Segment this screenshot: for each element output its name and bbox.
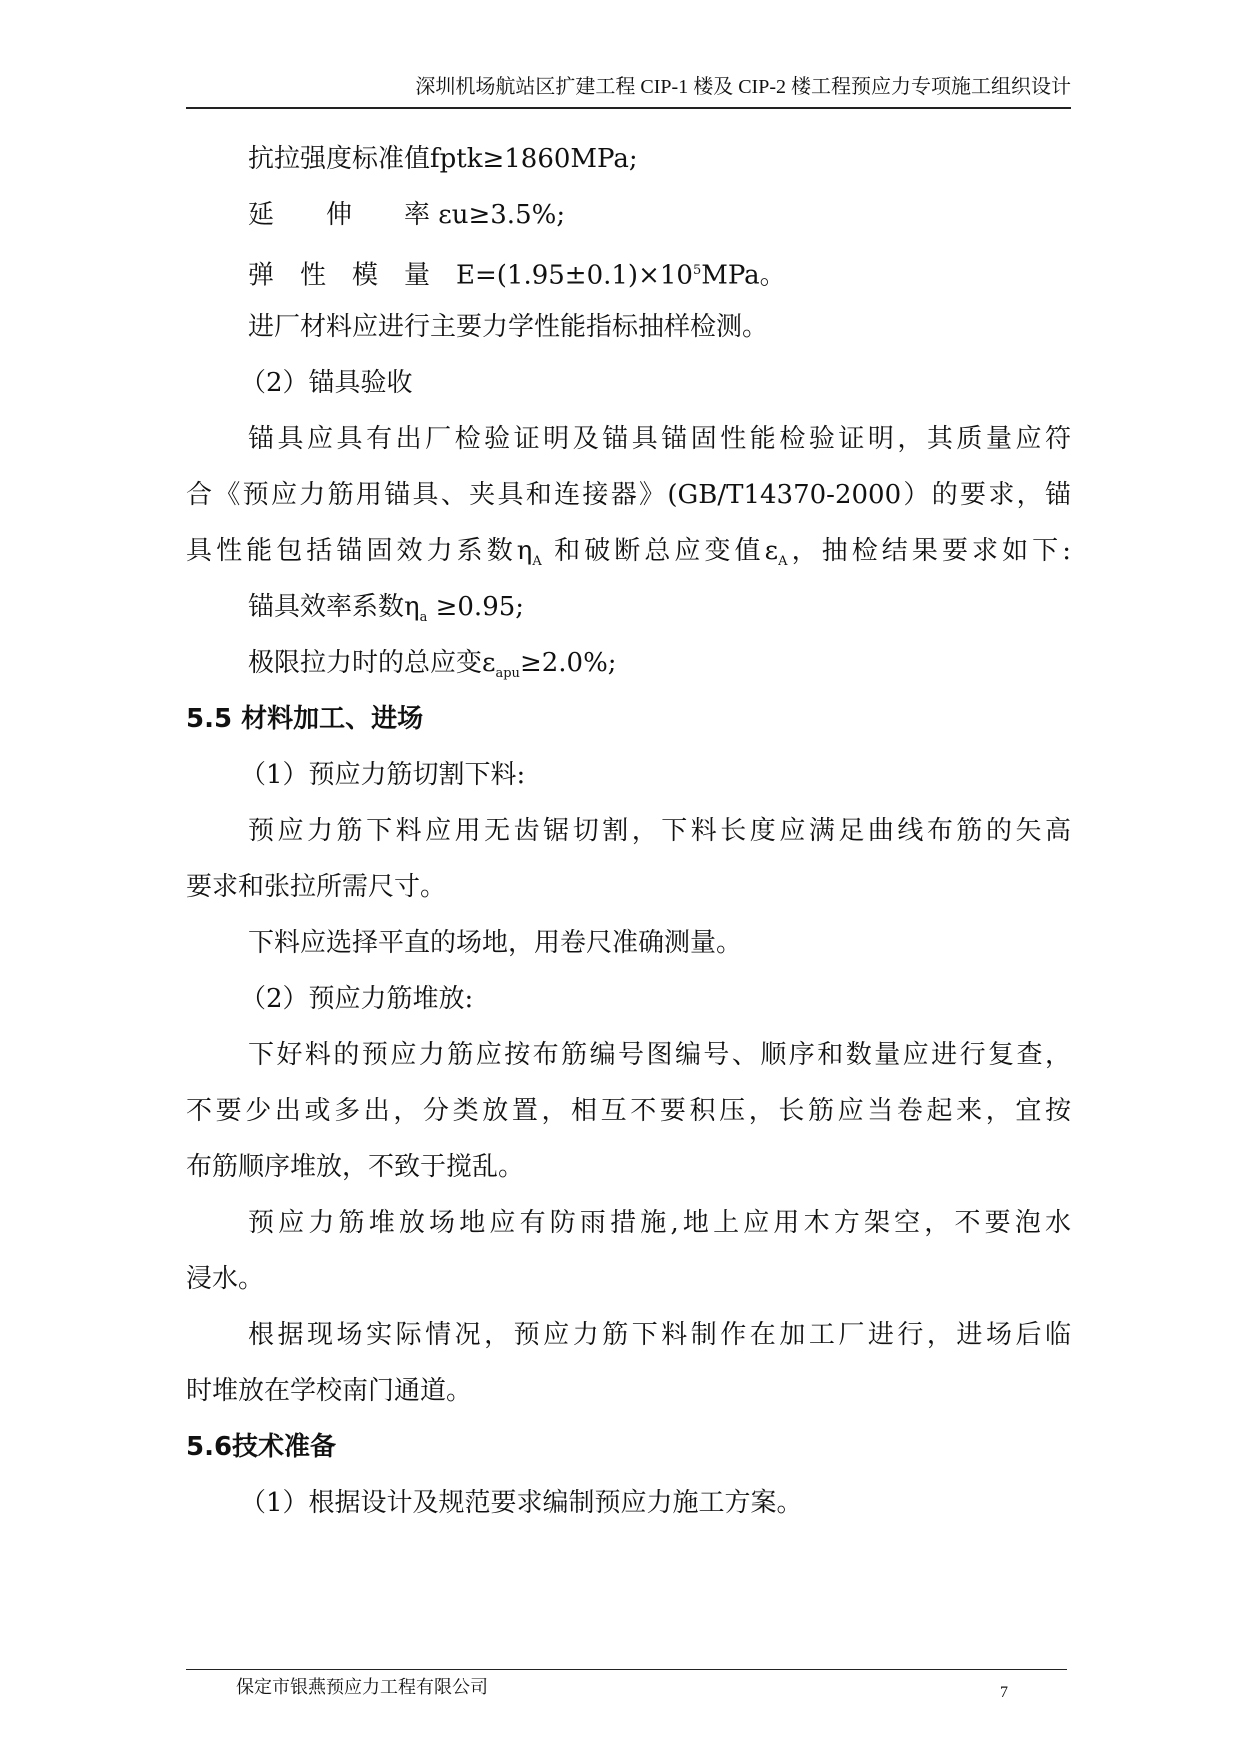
paragraph-line: 布筋顺序堆放，不致于搅乱。 (186, 1152, 525, 1182)
elastic-modulus-line: 弹 性 模 量 $E=(1.95\pm 0.1)\times 10^5MPa$。 (248, 260, 786, 290)
page-number: 7 (1000, 1684, 1008, 1701)
paragraph-line: 不要少出或多出，分类放置，相互不要积压，长筋应当卷起来，宜按 (186, 1096, 1071, 1126)
paragraph-line: 根据现场实际情况，预应力筋下料制作在加工厂进行，进场后临 (248, 1320, 1071, 1350)
paragraph-line: 要求和张拉所需尺寸。 (186, 872, 447, 902)
elongation-line: 延 伸 率 εu≥3.5%; (248, 200, 566, 230)
anchor-efficiency-line: 锚具效率系数$\eta_a \ge 0.95$; (248, 592, 525, 626)
subheading-cutting: （1）预应力筋切割下料: (240, 760, 526, 790)
subheading-stacking: （2）预应力筋堆放: (240, 984, 474, 1014)
sampling-line: 进厂材料应进行主要力学性能指标抽样检测。 (248, 312, 769, 342)
running-header: 深圳机场航站区扩建工程 CIP-1 楼及 CIP-2 楼工程预应力专项施工组织设计 (186, 70, 1071, 109)
footer-company: 保定市银燕预应力工程有限公司 (236, 1677, 488, 1698)
total-strain-line: 极限拉力时的总应变$\varepsilon_{apu}\ge 2.0\%$; (248, 648, 617, 682)
paragraph-line: 具性能包括锚固效力系数$\eta_A$ 和破断总应变值$\varepsilon_A$，抽检结果要求如下: (186, 536, 1071, 570)
paragraph-line: 合《预应力筋用锚具、夹具和连接器》(GB/T14370-2000）的要求，锚 (186, 480, 1071, 510)
paragraph-line: 预应力筋堆放场地应有防雨措施,地上应用木方架空，不要泡水 (248, 1208, 1071, 1238)
page-body (186, 140, 1071, 1540)
paragraph-line: 浸水。 (186, 1264, 265, 1294)
section-heading-5-6: 5.6技术准备 (186, 1432, 337, 1462)
footer-divider (186, 1669, 1067, 1670)
paragraph-line: 锚具应具有出厂检验证明及锚具锚固性能检验证明，其质量应符 (248, 424, 1071, 454)
paragraph-line: 下料应选择平直的场地，用卷尺准确测量。 (248, 928, 743, 958)
paragraph-line: 时堆放在学校南门通道。 (186, 1376, 473, 1406)
paragraph-line: 预应力筋下料应用无齿锯切割，下料长度应满足曲线布筋的矢高 (248, 816, 1071, 846)
tensile-strength-line: 抗拉强度标准值fptk≥1860MPa; (248, 144, 638, 174)
paragraph-line: （1）根据设计及规范要求编制预应力施工方案。 (240, 1488, 803, 1518)
paragraph-line: 下好料的预应力筋应按布筋编号图编号、顺序和数量应进行复查， (248, 1040, 1071, 1070)
section-heading-5-5: 5.5 材料加工、进场 (186, 704, 424, 734)
anchor-inspection-heading: （2）锚具验收 (240, 368, 413, 398)
